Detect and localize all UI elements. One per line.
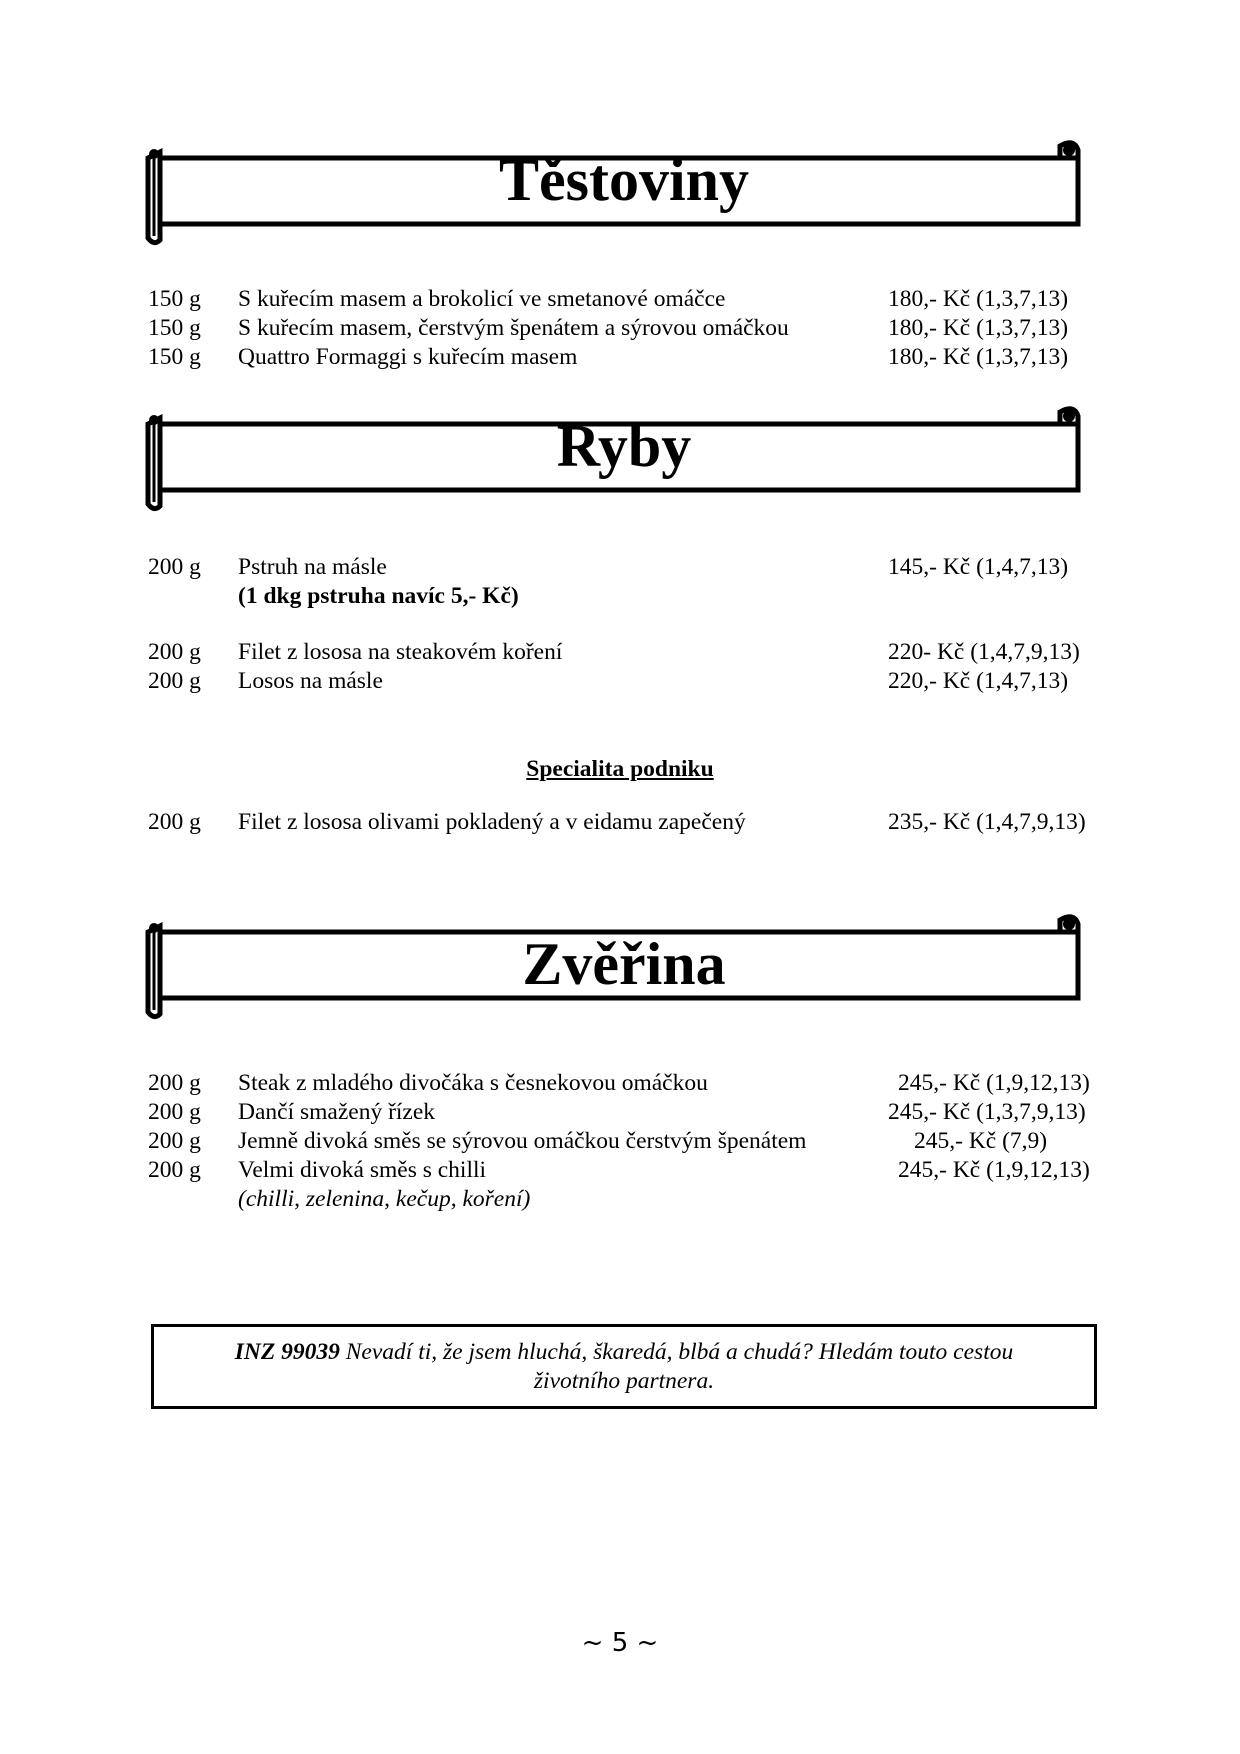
menu-item <box>148 1126 1108 1156</box>
item-name: Jemně divoká směs se sýrovou omáčkou čerstvým špenátem <box>238 1128 807 1154</box>
item-name: Velmi divoká směs s chilli <box>238 1157 487 1183</box>
classified-ad-box <box>151 1324 1097 1409</box>
specialty-heading: Specialita podniku <box>526 756 714 782</box>
item-name: Steak z mladého divočáka s česnekovou omáčkou <box>238 1070 708 1096</box>
ad-line-1: Nevadí ti, že jsem hluchá, škaredá, blbá a chudá? Hledám touto cestou <box>345 1338 1014 1365</box>
menu-item <box>148 637 1108 667</box>
menu-item <box>148 1068 1108 1098</box>
item-name: Losos na másle <box>238 668 383 694</box>
menu-item <box>148 1097 1108 1127</box>
item-weight: 150 g <box>148 344 201 370</box>
item-price: 235,- Kč (1,4,7,9,13) <box>888 809 1086 835</box>
section-banner-ryby <box>146 410 1102 514</box>
section-title: Těstoviny <box>498 147 750 213</box>
item-price: 245,- Kč (1,3,7,9,13) <box>888 1099 1086 1125</box>
item-note: (chilli, zelenina, kečup, koření) <box>238 1186 531 1212</box>
section-title: Zvěřina <box>522 931 726 997</box>
item-weight: 200 g <box>148 1070 201 1096</box>
item-weight: 200 g <box>148 554 201 580</box>
item-weight: 200 g <box>148 639 201 665</box>
ad-line-2: životního partnera. <box>533 1367 715 1394</box>
item-name: Pstruh na másle <box>238 554 387 580</box>
item-price: 245,- Kč (7,9) <box>914 1128 1048 1154</box>
item-weight: 150 g <box>148 315 201 341</box>
menu-item <box>148 552 1108 582</box>
item-price: 245,- Kč (1,9,12,13) <box>898 1157 1090 1183</box>
item-weight: 150 g <box>148 286 201 312</box>
item-name: S kuřecím masem a brokolicí ve smetanové omáčce <box>238 286 726 312</box>
menu-item <box>148 313 1108 343</box>
item-price: 180,- Kč (1,3,7,13) <box>888 344 1069 370</box>
classified-ad-text <box>184 1338 1064 1396</box>
item-name: Dančí smažený řízek <box>238 1099 436 1125</box>
item-name: Filet z lososa olivami pokladený a v eidamu zapečený <box>238 809 746 835</box>
menu-item-specialty <box>148 807 1108 837</box>
item-name: Filet z lososa na steakovém koření <box>238 639 563 665</box>
item-weight: 200 g <box>148 1099 201 1125</box>
menu-item <box>148 666 1108 696</box>
menu-item <box>148 342 1108 372</box>
item-price: 180,- Kč (1,3,7,13) <box>888 286 1069 312</box>
item-price: 180,- Kč (1,3,7,13) <box>888 315 1069 341</box>
page-number: ~ 5 ~ <box>581 1628 659 1658</box>
item-name: Quattro Formaggi s kuřecím masem <box>238 344 578 370</box>
section-banner-testoviny <box>146 144 1102 248</box>
item-weight: 200 g <box>148 1157 201 1183</box>
item-weight: 200 g <box>148 1128 201 1154</box>
menu-item <box>148 284 1108 314</box>
ad-code: INZ 99039 <box>234 1338 340 1365</box>
item-price: 145,- Kč (1,4,7,13) <box>888 554 1069 580</box>
item-price: 220,- Kč (1,4,7,13) <box>888 668 1069 694</box>
item-name: S kuřecím masem, čerstvým špenátem a sýrovou omáčkou <box>238 315 789 341</box>
section-title: Ryby <box>556 413 692 479</box>
item-weight: 200 g <box>148 809 201 835</box>
item-price: 245,- Kč (1,9,12,13) <box>898 1070 1090 1096</box>
item-note: (1 dkg pstruha navíc 5,- Kč) <box>238 583 519 609</box>
menu-item <box>148 1155 1108 1185</box>
item-weight: 200 g <box>148 668 201 694</box>
item-price: 220- Kč (1,4,7,9,13) <box>888 639 1080 665</box>
section-banner-zverina <box>146 918 1102 1022</box>
